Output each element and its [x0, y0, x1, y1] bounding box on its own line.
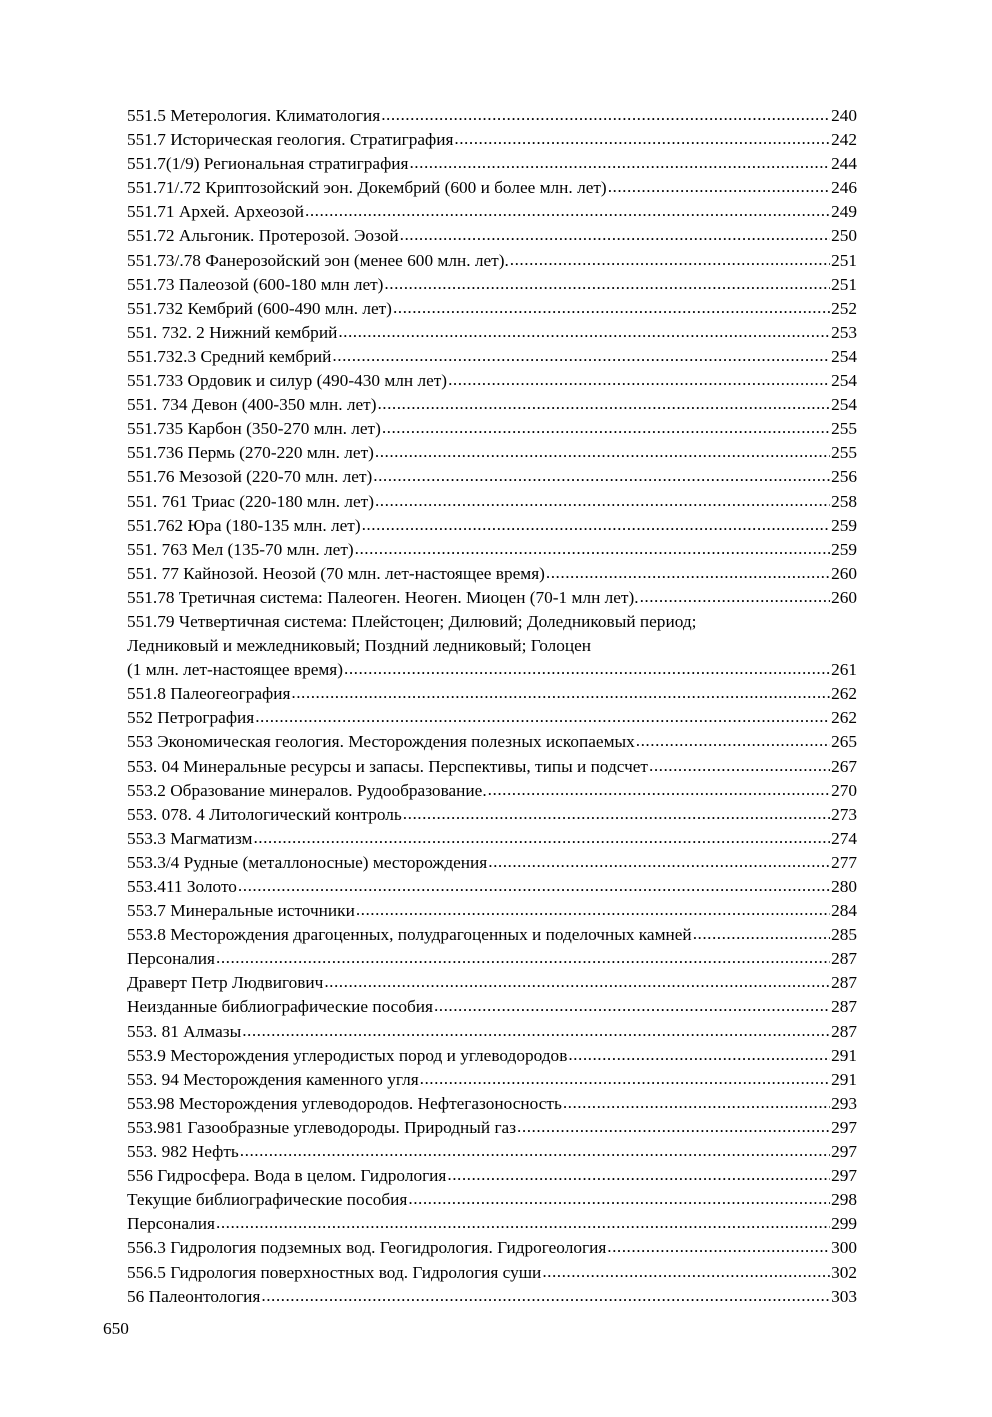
toc-entry-title: 551.733 Ордовик и силур (490-430 млн лет): [127, 371, 448, 391]
toc-entry-title: Неизданные библиографические пособия: [127, 997, 433, 1017]
toc-entry-page: 252: [831, 298, 857, 318]
toc-entry: [127, 1164, 857, 1188]
dot-leader: [242, 1019, 830, 1043]
toc-entry: [127, 514, 857, 538]
toc-entry-title: 551. 763 Мел (135-70 млн. лет): [127, 539, 354, 559]
toc-entry-page: 277: [831, 852, 857, 872]
toc-entry-title: Персоналия: [127, 1214, 215, 1234]
toc-entry: [127, 706, 857, 730]
toc-entry: [127, 1044, 857, 1068]
toc-entry: [127, 1020, 857, 1044]
toc-entry: [127, 947, 857, 971]
toc-entry: [127, 224, 857, 248]
toc-entry-page: 273: [831, 804, 857, 824]
toc-entry: [127, 682, 857, 706]
toc-entry-page: 298: [831, 1190, 857, 1210]
toc-entry-page: 291: [831, 1069, 857, 1089]
toc-entry-title: 553.8 Месторождения драгоценных, полудрагоценных и поделочных камней: [127, 925, 692, 945]
toc-entry-title: 553.2 Образование минералов. Рудообразование.: [127, 780, 487, 800]
toc-entry-title: 551.735 Карбон (350-270 млн. лет): [127, 419, 381, 439]
toc-entry-page: 285: [831, 925, 857, 945]
toc-entry: [127, 176, 857, 200]
toc-entry: [127, 586, 857, 610]
dot-leader: [305, 199, 830, 223]
dot-leader: [693, 922, 830, 946]
dot-leader: [568, 1043, 830, 1067]
toc-entry-title: Текущие библиографические пособия: [127, 1190, 408, 1210]
toc-entry-page: 267: [831, 756, 857, 776]
toc-entry-title: 551.732 Кембрий (600-490 млн. лет): [127, 298, 392, 318]
toc-entry-title: 553.9 Месторождения углеродистых пород и углеводородов: [127, 1045, 568, 1065]
dot-leader: [434, 994, 830, 1018]
toc-block-upper: [127, 104, 857, 610]
dot-leader: [381, 103, 830, 127]
toc-entry-page: 258: [831, 491, 857, 511]
toc-entry-title: 551.7 Историческая геология. Стратиграфия: [127, 130, 454, 150]
toc-entry-title: 551.71 Архей. Археозой: [127, 202, 304, 222]
toc-entry-page: 259: [831, 515, 857, 535]
toc-entry-title: 551.73/.78 Фанерозойский эон (менее 600 млн. лет).: [127, 250, 509, 270]
toc-entry-title: 551.71/.72 Криптозойский эон. Докембрий (600 и более млн. лет): [127, 178, 607, 198]
toc-entry: [127, 273, 857, 297]
dot-leader: [403, 802, 830, 826]
toc-entry: [127, 755, 857, 779]
toc-entry: [127, 730, 857, 754]
toc-entry-page: 297: [831, 1117, 857, 1137]
toc-entry-title: 553 Экономическая геология. Месторождения полезных ископаемых: [127, 732, 635, 752]
toc-entry: [127, 923, 857, 947]
toc-entry: [127, 393, 857, 417]
toc-entry-page: 240: [831, 106, 857, 125]
toc-entry: [127, 1188, 857, 1212]
toc-entry-page: 303: [831, 1286, 857, 1306]
toc-entry-page: 262: [831, 684, 857, 704]
toc-entry-page: 261: [831, 660, 857, 680]
toc-entry: [127, 441, 857, 465]
toc-entry-page: 274: [831, 828, 857, 848]
toc-entry: [127, 128, 857, 152]
toc-entry-title: 56 Палеонтология: [127, 1286, 261, 1306]
dot-leader: [448, 368, 830, 392]
toc-entry-page: 259: [831, 539, 857, 559]
dot-leader: [488, 850, 830, 874]
dot-leader: [216, 946, 830, 970]
toc-entry-page: 250: [831, 226, 857, 246]
dot-leader: [332, 344, 830, 368]
toc-entry-page: 242: [831, 130, 857, 150]
toc-entry-title: 553.411 Золото: [127, 877, 237, 896]
toc-entry-page: 249: [831, 202, 857, 222]
toc-entry-page: 260: [831, 587, 857, 607]
dot-leader: [447, 1163, 830, 1187]
toc-entry-title: 556.5 Гидрология поверхностных вод. Гидрология суши: [127, 1262, 542, 1282]
toc-entry-title: 553.3/4 Рудные (металлоносные) месторождения: [127, 852, 488, 872]
dot-leader: [240, 1139, 830, 1163]
toc-entry-title: 551.736 Пермь (270-220 млн. лет): [127, 443, 374, 463]
toc-entry-page: 256: [831, 467, 857, 487]
dot-leader: [291, 681, 830, 705]
toc-entry-title: 551. 77 Кайнозой. Неозой (70 млн. лет-настоящее время): [127, 563, 545, 583]
toc-entry: [127, 417, 857, 441]
toc-entry-title: 553.981 Газообразные углеводороды. Природный газ: [127, 1117, 517, 1137]
dot-leader: [454, 127, 830, 151]
dot-leader: [362, 513, 830, 537]
toc-entry-line: 551.79 Четвертичная система: Плейстоцен; Дилювий; Доледниковый период;: [127, 611, 697, 631]
toc-entry-title: 551.73 Палеозой (600-180 млн лет): [127, 274, 384, 294]
dot-leader: [216, 1211, 830, 1235]
toc-entry-title: Персоналия: [127, 949, 215, 969]
toc-entry-page: 255: [831, 443, 857, 463]
toc-entry: [127, 490, 857, 514]
toc-entry: [127, 851, 857, 875]
toc-entry-page: 287: [831, 949, 857, 969]
dot-leader: [546, 561, 830, 585]
toc-entry-page: 297: [831, 1142, 857, 1162]
toc-entry-page: 299: [831, 1214, 857, 1234]
toc-entry: [127, 297, 857, 321]
toc-multiline-entry: [127, 610, 857, 682]
dot-leader: [636, 729, 830, 753]
toc-entry-page: 284: [831, 901, 857, 921]
toc-entry-page: 293: [831, 1093, 857, 1113]
toc-entry-title: 553. 078. 4 Литологический контроль: [127, 804, 402, 824]
toc-entry: [127, 562, 857, 586]
dot-leader: [377, 392, 830, 416]
toc-entry-title: 553. 94 Месторождения каменного угля: [127, 1069, 419, 1089]
dot-leader: [355, 537, 830, 561]
toc-entry-title: 553. 982 Нефть: [127, 1142, 239, 1162]
toc-entry: [127, 971, 857, 995]
toc-entry: [127, 1285, 857, 1309]
toc-entry-title: 553.98 Месторождения углеводородов. Нефтегазоносность: [127, 1093, 562, 1113]
toc-entry-page: 251: [831, 250, 857, 270]
dot-leader: [253, 826, 830, 850]
toc-entry-page: 246: [831, 178, 857, 198]
toc-entry-title: 556.3 Гидрология подземных вод. Геогидрология. Гидрогеология: [127, 1238, 607, 1258]
toc-block-lower: [127, 682, 857, 1308]
toc-entry: [127, 249, 857, 273]
toc-entry-page: 287: [831, 1021, 857, 1041]
toc-entry: [127, 899, 857, 923]
dot-leader: [255, 705, 830, 729]
toc-entry-page: 287: [831, 973, 857, 993]
toc-entry-title: 551. 761 Триас (220-180 млн. лет): [127, 491, 374, 511]
dot-leader: [384, 272, 830, 296]
dot-leader: [382, 416, 830, 440]
dot-leader: [607, 1235, 830, 1259]
toc-entry-title: 553.7 Минеральные источники: [127, 901, 355, 921]
page-number: 650: [103, 1319, 129, 1338]
dot-leader: [517, 1115, 830, 1139]
toc-entry: [127, 369, 857, 393]
dot-leader: [408, 1187, 830, 1211]
toc-entry-page: 254: [831, 395, 857, 415]
toc-entry-title: 551. 732. 2 Нижний кембрий: [127, 322, 338, 342]
toc-entry-page: 253: [831, 322, 857, 342]
toc-entry-page: 244: [831, 154, 857, 174]
toc-entry: [127, 465, 857, 489]
dot-leader: [640, 585, 831, 609]
toc-entry-title: 553.3 Магматизм: [127, 828, 253, 848]
dot-leader: [608, 175, 830, 199]
dot-leader: [373, 464, 830, 488]
toc-entry-title: 551.78 Третичная система: Палеоген. Неоген. Миоцен (70-1 млн лет).: [127, 587, 639, 607]
toc-entry-title: 551.732.3 Средний кембрий: [127, 346, 332, 366]
toc-entry: [127, 1261, 857, 1285]
toc-entry: [127, 1092, 857, 1116]
dot-leader: [238, 874, 830, 898]
toc-entry: [127, 827, 857, 851]
toc-entry-line: Ледниковый и межледниковый; Поздний ледниковый; Голоцен: [127, 636, 592, 656]
toc-entry-page: 300: [831, 1238, 857, 1258]
toc-entry-page: 280: [831, 877, 857, 896]
toc-entry-title: 551.76 Мезозой (220-70 млн. лет): [127, 467, 373, 487]
toc-entry: [127, 1236, 857, 1260]
table-of-contents: [127, 104, 857, 1309]
dot-leader: [393, 296, 830, 320]
toc-entry: [127, 345, 857, 369]
dot-leader: [338, 320, 830, 344]
toc-entry: [127, 200, 857, 224]
dot-leader: [261, 1284, 830, 1308]
toc-entry-page: 254: [831, 346, 857, 366]
toc-entry-page: 302: [831, 1262, 857, 1282]
dot-leader: [375, 440, 830, 464]
dot-leader: [324, 970, 830, 994]
toc-entry: [127, 995, 857, 1019]
dot-leader: [542, 1260, 830, 1284]
toc-entry-title: 553. 04 Минеральные ресурсы и запасы. Перспективы, типы и подсчет: [127, 756, 648, 776]
toc-entry-title: 553. 81 Алмазы: [127, 1021, 242, 1041]
toc-entry: [127, 104, 857, 128]
toc-entry: [127, 803, 857, 827]
toc-entry-title: 552 Петрография: [127, 708, 255, 728]
toc-entry: [127, 152, 857, 176]
toc-entry-title: 551. 734 Девон (400-350 млн. лет): [127, 395, 377, 415]
dot-leader: [488, 778, 830, 802]
toc-entry: [127, 538, 857, 562]
toc-entry-title: 551.5 Метерология. Климатология: [127, 106, 381, 125]
dot-leader: [409, 151, 830, 175]
toc-entry-page: 270: [831, 780, 857, 800]
dot-leader: [420, 1067, 830, 1091]
dot-leader: [344, 657, 830, 681]
toc-entry-title: 551.762 Юра (180-135 млн. лет): [127, 515, 361, 535]
toc-entry-title: 551.72 Альгоник. Протерозой. Эозой: [127, 226, 399, 246]
toc-entry: [127, 658, 857, 682]
dot-leader: [375, 489, 830, 513]
toc-entry-title: 556 Гидросфера. Вода в целом. Гидрология: [127, 1166, 447, 1186]
toc-entry-page: 287: [831, 997, 857, 1017]
toc-entry-page: 291: [831, 1045, 857, 1065]
dot-leader: [400, 223, 830, 247]
toc-entry: [127, 875, 857, 899]
toc-entry: [127, 1116, 857, 1140]
toc-entry-page: 251: [831, 274, 857, 294]
toc-entry-title: Драверт Петр Людвигович: [127, 973, 324, 993]
toc-entry-page: 262: [831, 708, 857, 728]
toc-entry: [127, 321, 857, 345]
dot-leader: [510, 248, 830, 272]
dot-leader: [356, 898, 830, 922]
dot-leader: [563, 1091, 830, 1115]
toc-entry-page: 265: [831, 732, 857, 752]
toc-entry-page: 297: [831, 1166, 857, 1186]
toc-entry: [127, 779, 857, 803]
toc-entry-page: 254: [831, 371, 857, 391]
toc-entry-title: 551.7(1/9) Региональная стратиграфия: [127, 154, 409, 174]
toc-entry-title: (1 млн. лет-настоящее время): [127, 660, 344, 680]
toc-entry-title: 551.8 Палеогеография: [127, 684, 291, 704]
toc-entry: [127, 1068, 857, 1092]
dot-leader: [649, 754, 830, 778]
toc-entry-page: 260: [831, 563, 857, 583]
toc-entry: [127, 1140, 857, 1164]
toc-entry: [127, 1212, 857, 1236]
toc-entry-page: 255: [831, 419, 857, 439]
